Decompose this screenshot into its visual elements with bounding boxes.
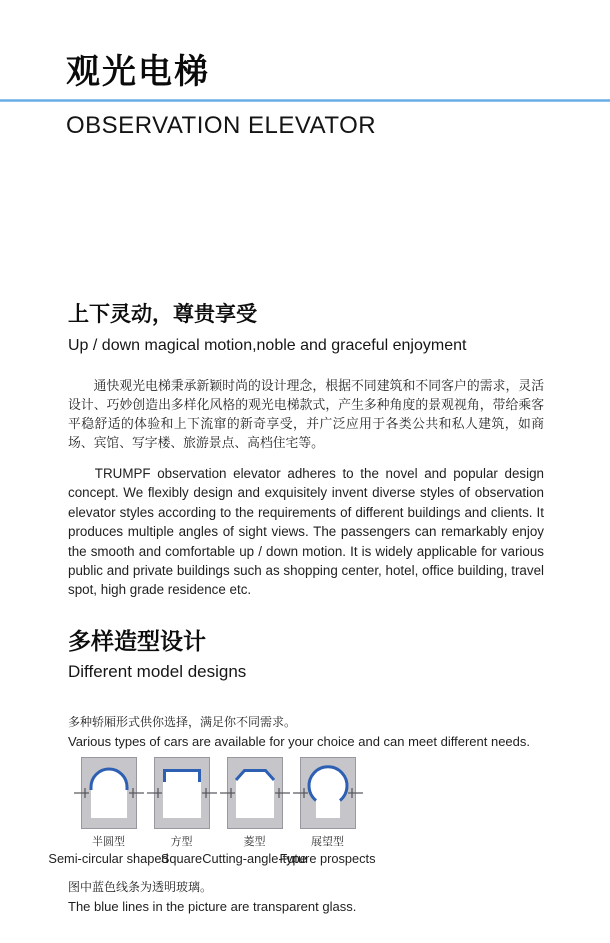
figure-future-prospects xyxy=(279,757,376,866)
semi-circular-shape-diagram xyxy=(73,757,145,829)
figure-label-cn: 展望型 xyxy=(311,836,344,848)
glass-note-en: The blue lines in the picture are transparent glass. xyxy=(68,899,357,914)
section-designs xyxy=(68,626,544,751)
figure-label-cn: 半圆型 xyxy=(92,836,125,848)
designs-intro-en: Various types of cars are available for your choice and can meet different needs. xyxy=(68,734,531,749)
page-header xyxy=(0,50,610,141)
figure-label-en: Cutting-angle-type xyxy=(202,851,307,866)
car-shape-figures xyxy=(48,757,376,866)
page-title-en: OBSERVATION ELEVATOR xyxy=(66,112,377,139)
figure-label-cn: 方型 xyxy=(170,836,193,848)
glass-note-cn: 图中蓝色线条为透明玻璃。 xyxy=(68,880,213,894)
designs-intro-cn: 多种轿厢形式供你选择，满足你不同需求。 xyxy=(68,715,297,729)
motion-body-en: TRUMPF observation elevator adheres to the novel and popular design concept. We flexibly design and exquisitely invent diverse styles of observation elevator styles according to the requirements of different buildings and clients. It produces multiple angles of sight views. The passengers can remarkably enjoy the smooth and comfortable up / down motion. It is widely applicable for various public and private buildings such as shopping center, hotel, office building, travel spot, high grade residence etc. xyxy=(68,466,544,598)
cutting-angle-shape-diagram xyxy=(219,757,291,829)
figure-label-en: Semi-circular shaped xyxy=(48,851,169,866)
designs-heading-cn: 多样造型设计 xyxy=(68,628,206,654)
header-divider-rule xyxy=(0,99,610,102)
figure-label-en: Future prospects xyxy=(279,851,376,866)
figure-label-en: Square xyxy=(160,851,203,866)
square-shape-diagram xyxy=(146,757,218,829)
glass-note xyxy=(68,879,356,915)
figure-label-cn: 菱型 xyxy=(243,836,266,848)
figure-semi-circular xyxy=(48,757,169,866)
section-motion xyxy=(68,301,544,600)
figure-square xyxy=(145,757,218,866)
future-prospects-shape-diagram xyxy=(292,757,364,829)
motion-heading-cn: 上下灵动，尊贵享受 xyxy=(68,303,257,326)
page-title-cn: 观光电梯 xyxy=(66,53,210,91)
motion-heading-en: Up / down magical motion,noble and graceful enjoyment xyxy=(68,337,467,354)
designs-heading-en: Different model designs xyxy=(68,662,247,681)
motion-body-cn: 通快观光电梯秉承新颖时尚的设计理念，根据不同建筑和不同客户的需求，灵活设计、巧妙创造出多样化风格的观光电梯款式，产生多种角度的景观视角，带给乘客平稳舒适的体验和上下流窜的新奇享受，并广泛应用于各类公共和私人建筑，如商场、宾馆、写字楼、旅游景点、高档住宅等。 xyxy=(68,378,544,450)
figure-cutting-angle xyxy=(202,757,307,866)
